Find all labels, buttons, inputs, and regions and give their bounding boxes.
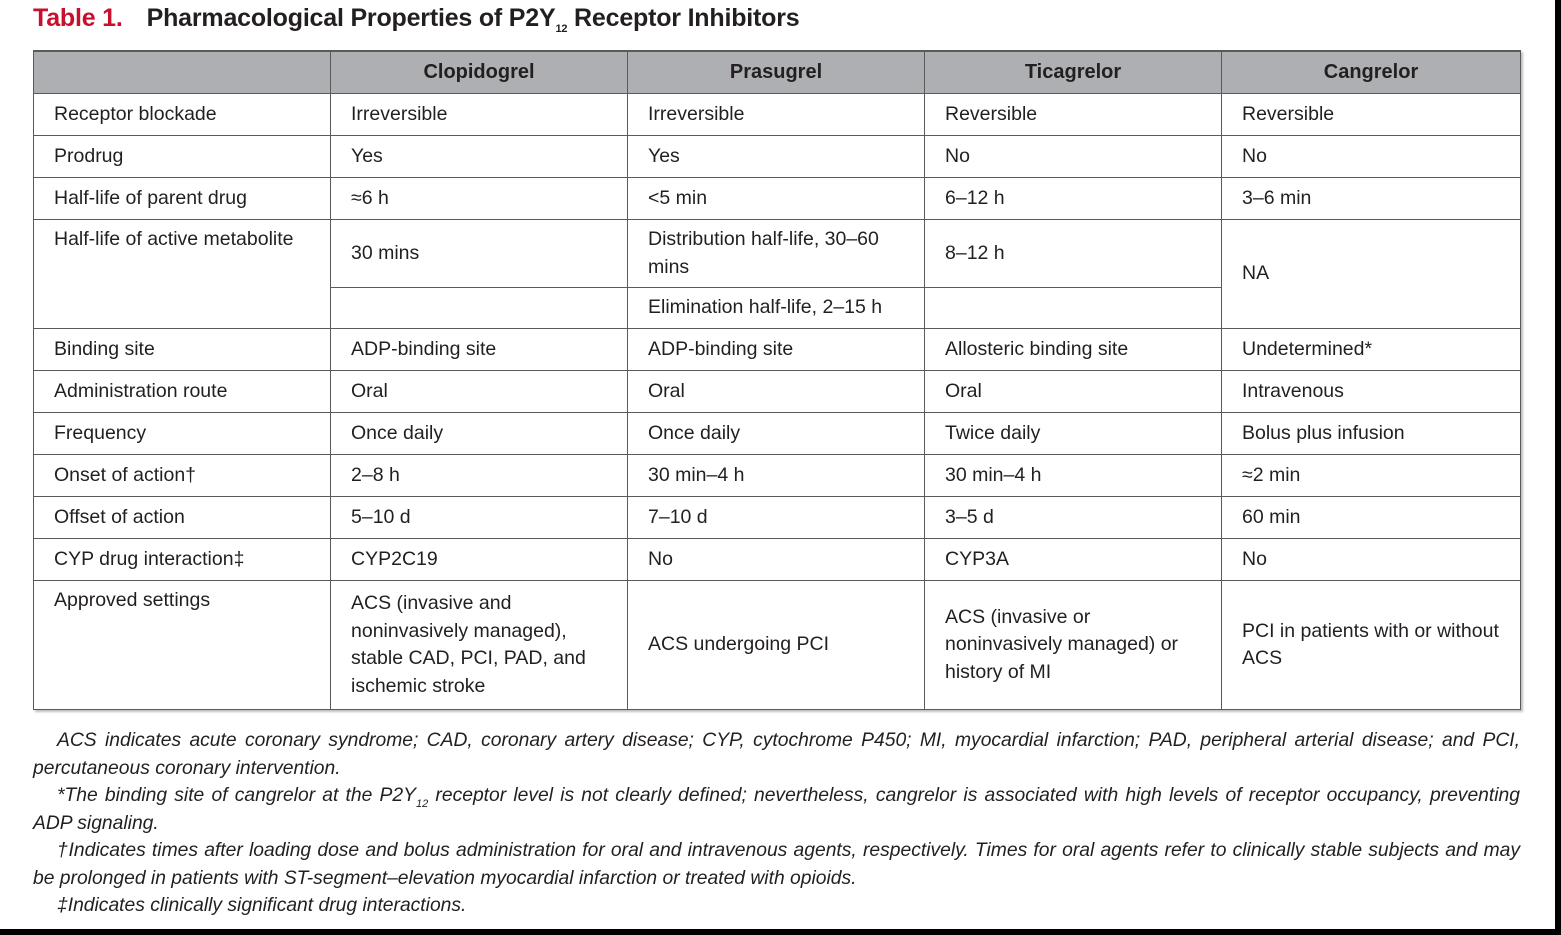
cell-ticagrelor: Allosteric binding site (925, 329, 1222, 371)
row-label: Half-life of parent drug (34, 178, 331, 220)
cell-ticagrelor: Twice daily (925, 413, 1222, 455)
table-row (34, 497, 1521, 539)
page-edge-right (1555, 0, 1561, 935)
header-ticagrelor: Ticagrelor (925, 51, 1222, 94)
table-row (34, 371, 1521, 413)
cell-ticagrelor: 8–12 h (925, 220, 1222, 288)
table-row (34, 220, 1521, 288)
cell-cangrelor: 60 min (1222, 497, 1521, 539)
cell-prasugrel: ADP-binding site (628, 329, 925, 371)
cell-cangrelor: ≈2 min (1222, 455, 1521, 497)
cell-clopidogrel: Irreversible (331, 94, 628, 136)
footnote-asterisk (33, 782, 1520, 837)
cell-ticagrelor: Oral (925, 371, 1222, 413)
table-number: Table 1. (33, 4, 123, 32)
footnote-dagger: †Indicates times after loading dose and bolus administration for oral and intravenous agents, respectively. Times for oral agents refer to clinically stable subjects and may be prolonged in patients with ST-segment–elevation myocardial infarction or treated with opioids. (33, 840, 1520, 889)
cell-clopidogrel: 2–8 h (331, 455, 628, 497)
cell-clopidogrel: Yes (331, 136, 628, 178)
table-row (34, 581, 1521, 710)
row-label: Half-life of active metabolite (34, 220, 331, 329)
header-blank (34, 51, 331, 94)
cell-ticagrelor-second (925, 288, 1222, 329)
table-title-text (146, 4, 800, 35)
row-label: Prodrug (34, 136, 331, 178)
table-row (34, 94, 1521, 136)
cell-cangrelor: Bolus plus infusion (1222, 413, 1521, 455)
row-label: Offset of action (34, 497, 331, 539)
row-label: Administration route (34, 371, 331, 413)
page-edge-bottom (0, 929, 1561, 935)
cell-prasugrel: Yes (628, 136, 925, 178)
table-footnotes (33, 727, 1520, 920)
row-label: Onset of action† (34, 455, 331, 497)
cell-clopidogrel: ACS (invasive and noninvasively managed), stable CAD, PCI, PAD, and ischemic stroke (331, 581, 628, 710)
cell-cangrelor: NA (1222, 220, 1521, 329)
header-row (34, 51, 1521, 94)
cell-prasugrel: <5 min (628, 178, 925, 220)
row-label: Binding site (34, 329, 331, 371)
cell-clopidogrel: ≈6 h (331, 178, 628, 220)
header-cangrelor: Cangrelor (1222, 51, 1521, 94)
cell-cangrelor: No (1222, 136, 1521, 178)
cell-ticagrelor: CYP3A (925, 539, 1222, 581)
cell-ticagrelor: 6–12 h (925, 178, 1222, 220)
cell-cangrelor: PCI in patients with or without ACS (1222, 581, 1521, 710)
table-title (33, 4, 799, 33)
cell-clopidogrel: 5–10 d (331, 497, 628, 539)
cell-clopidogrel: ADP-binding site (331, 329, 628, 371)
row-label: Receptor blockade (34, 94, 331, 136)
cell-cangrelor: No (1222, 539, 1521, 581)
cell-cangrelor: Undetermined* (1222, 329, 1521, 371)
footnote-abbreviations: ACS indicates acute coronary syndrome; CAD, coronary artery disease; CYP, cytochrome P450; MI, myocardial infarction; PAD, peripheral arterial disease; and PCI, percutaneous coronary intervention. (33, 730, 1520, 779)
pharmacology-table (33, 50, 1521, 710)
table-row (34, 329, 1521, 371)
cell-prasugrel: Once daily (628, 413, 925, 455)
table-row (34, 136, 1521, 178)
cell-ticagrelor: No (925, 136, 1222, 178)
cell-ticagrelor: Reversible (925, 94, 1222, 136)
cell-prasugrel: No (628, 539, 925, 581)
cell-prasugrel: Oral (628, 371, 925, 413)
title-text-main: Pharmacological Properties of P2Y (146, 4, 556, 32)
footnote-asterisk-tail: receptor level is not clearly defined; nevertheless, cangrelor is associated with high levels of receptor occupancy, preventing ADP signaling. (33, 785, 1520, 834)
cell-cangrelor: Intravenous (1222, 371, 1521, 413)
title-subscript: 12 (555, 23, 568, 35)
footnote-asterisk-subscript: 12 (416, 798, 429, 810)
cell-cangrelor: Reversible (1222, 94, 1521, 136)
cell-ticagrelor: 30 min–4 h (925, 455, 1222, 497)
header-clopidogrel: Clopidogrel (331, 51, 628, 94)
row-label: CYP drug interaction‡ (34, 539, 331, 581)
header-prasugrel: Prasugrel (628, 51, 925, 94)
cell-clopidogrel: Oral (331, 371, 628, 413)
cell-prasugrel: Irreversible (628, 94, 925, 136)
cell-prasugrel: Distribution half-life, 30–60 mins (628, 220, 925, 288)
title-text-tail: Receptor Inhibitors (567, 4, 800, 32)
footnote-asterisk-text: *The binding site of cangrelor at the P2Y (57, 785, 416, 806)
cell-prasugrel: 30 min–4 h (628, 455, 925, 497)
cell-cangrelor: 3–6 min (1222, 178, 1521, 220)
table-row (34, 413, 1521, 455)
table-row (34, 178, 1521, 220)
cell-clopidogrel: Once daily (331, 413, 628, 455)
row-label: Frequency (34, 413, 331, 455)
cell-prasugrel-second: Elimination half-life, 2–15 h (628, 288, 925, 329)
cell-ticagrelor: ACS (invasive or noninvasively managed) or history of MI (925, 581, 1222, 710)
table-row (34, 455, 1521, 497)
cell-ticagrelor: 3–5 d (925, 497, 1222, 539)
footnote-double-dagger: ‡Indicates clinically significant drug interactions. (57, 895, 467, 916)
cell-prasugrel: ACS undergoing PCI (628, 581, 925, 710)
cell-clopidogrel: CYP2C19 (331, 539, 628, 581)
cell-prasugrel: 7–10 d (628, 497, 925, 539)
cell-clopidogrel-second (331, 288, 628, 329)
row-label: Approved settings (34, 581, 331, 710)
table-row (34, 539, 1521, 581)
cell-clopidogrel: 30 mins (331, 220, 628, 288)
